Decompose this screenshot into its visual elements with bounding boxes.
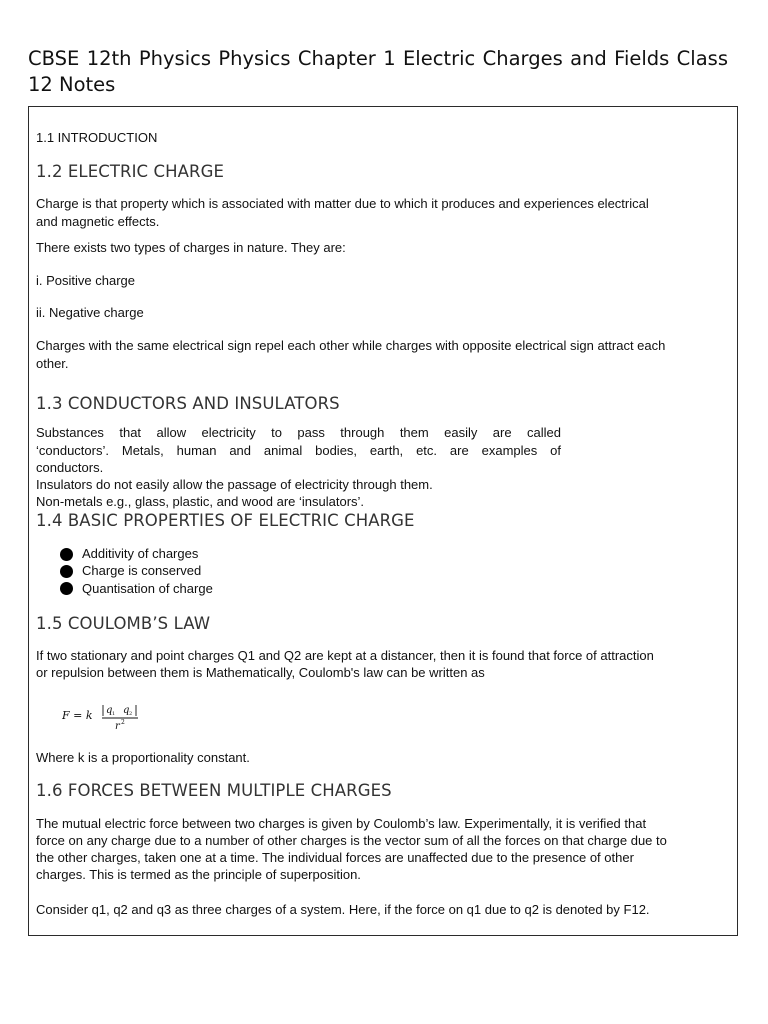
formula-sub2: 2 [129, 711, 133, 717]
section-heading-coulomb: 1.5 COULOMB’S LAW [36, 614, 211, 633]
formula-q1: q [106, 705, 113, 716]
bullet-icon [60, 582, 73, 595]
paragraph-line: There exists two types of charges in nature. They are: [36, 240, 346, 255]
coulomb-formula [62, 699, 152, 735]
section-heading-multiple-charges: 1.6 FORCES BETWEEN MULTIPLE CHARGES [36, 781, 392, 800]
formula-sub1: 1 [112, 711, 116, 717]
list-item-positive-charge: i. Positive charge [36, 273, 135, 288]
document-title: CBSE 12th Physics Physics Chapter 1 Electric Charges and Fields Class 12 Notes [28, 47, 728, 96]
list-item-label: Quantisation of charge [82, 580, 213, 596]
bullet-icon [60, 565, 73, 578]
paragraph-line: Where k is a proportionality constant. [36, 750, 250, 765]
section-heading-electric-charge: 1.2 ELECTRIC CHARGE [36, 162, 225, 181]
paragraph-line: Non-metals e.g., glass, plastic, and wood are ‘insulators’. [36, 494, 365, 509]
list-item-negative-charge: ii. Negative charge [36, 305, 144, 320]
paragraph-line: Charges with the same electrical sign repel each other while charges with opposite electrical sign attract each [36, 338, 666, 353]
properties-list [60, 545, 213, 597]
intro-heading: 1.1 INTRODUCTION [36, 130, 158, 145]
list-item-label: Charge is conserved [82, 563, 202, 579]
list-item [60, 580, 213, 597]
paragraph-line: ‘conductors’. Metals, human and animal bodies, earth, etc. are examples of [36, 443, 561, 458]
bullet-icon [60, 548, 73, 561]
paragraph-line: Consider q1, q2 and q3 as three charges of a system. Here, if the force on q1 due to q2 is denoted by F12. [36, 902, 650, 917]
paragraph-line: If two stationary and point charges Q1 and Q2 are kept at a distancer, then it is found that force of attraction [36, 648, 654, 663]
paragraph-line: Insulators do not easily allow the passage of electricity through them. [36, 477, 433, 492]
list-item [60, 562, 213, 579]
paragraph-line: The mutual electric force between two charges is given by Coulomb’s law. Experimentally, it is verified that [36, 816, 647, 831]
paragraph-line: the other charges, taken one at a time. The individual forces are unaffected due to the presence of other [36, 850, 634, 865]
formula-denominator: r [115, 721, 120, 732]
section-heading-conductors: 1.3 CONDUCTORS AND INSULATORS [36, 394, 340, 413]
list-item [60, 545, 213, 562]
paragraph-line: charges. This is termed as the principle of superposition. [36, 867, 361, 882]
paragraph-line: Substances that allow electricity to pass through them easily are called [36, 425, 561, 440]
section-heading-properties: 1.4 BASIC PROPERTIES OF ELECTRIC CHARGE [36, 511, 415, 530]
paragraph-line: other. [36, 356, 69, 371]
paragraph-line: conductors. [36, 460, 104, 475]
paragraph-line: and magnetic effects. [36, 214, 160, 229]
formula-q2: q [123, 705, 130, 716]
list-item-label: Additivity of charges [82, 546, 199, 561]
paragraph-line: force on any charge due to a number of other charges is the vector sum of all the forces on that charge due to [36, 833, 667, 848]
paragraph-line: or repulsion between them is Mathematically, Coulomb's law can be written as [36, 665, 485, 680]
formula-lhs: F = k [62, 709, 93, 722]
formula-exponent: 2 [121, 719, 125, 726]
paragraph-line: Charge is that property which is associated with matter due to which it produces and experiences electrical [36, 196, 649, 211]
